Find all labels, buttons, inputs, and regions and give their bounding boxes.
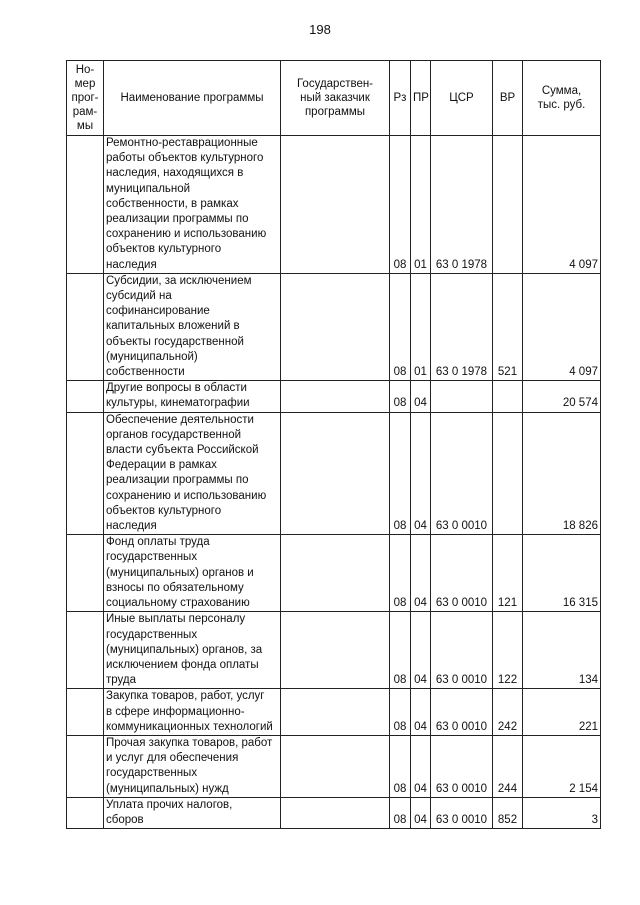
cell-subsection: 04 [411, 535, 431, 612]
cell-program-name: Обеспечение деятельности органов государственной власти субъекта Российской Федерации в рамках реализации программы по сохранению и использованию объектов культурного наследия [104, 412, 281, 535]
table-row [67, 412, 601, 535]
cell-section: 08 [390, 273, 411, 380]
table-row [67, 612, 601, 689]
cell-state-customer [281, 797, 390, 828]
cell-target-article: 63 0 0010 [431, 797, 493, 828]
cell-expense-type [493, 412, 523, 535]
cell-target-article: 63 0 0010 [431, 735, 493, 797]
table-row [67, 381, 601, 412]
cell-expense-type: 244 [493, 735, 523, 797]
cell-expense-type [493, 136, 523, 274]
cell-program-number [67, 136, 104, 274]
header-program-number: Но- мер прог- рам- мы [67, 61, 104, 136]
cell-amount: 4 097 [523, 273, 601, 380]
cell-program-number [67, 735, 104, 797]
cell-amount: 18 826 [523, 412, 601, 535]
cell-state-customer [281, 735, 390, 797]
cell-program-name: Иные выплаты персоналу государственных (муниципальных) органов, за исключением фонда оплаты труда [104, 612, 281, 689]
cell-amount: 134 [523, 612, 601, 689]
cell-expense-type: 521 [493, 273, 523, 380]
cell-state-customer [281, 612, 390, 689]
cell-section: 08 [390, 136, 411, 274]
cell-program-name: Закупка товаров, работ, услуг в сфере информационно- коммуникационных технологий [104, 689, 281, 736]
cell-target-article: 63 0 0010 [431, 689, 493, 736]
cell-subsection: 04 [411, 735, 431, 797]
cell-program-number [67, 412, 104, 535]
cell-state-customer [281, 535, 390, 612]
cell-state-customer [281, 381, 390, 412]
cell-target-article: 63 0 0010 [431, 612, 493, 689]
cell-amount: 2 154 [523, 735, 601, 797]
cell-subsection: 04 [411, 689, 431, 736]
cell-amount: 20 574 [523, 381, 601, 412]
cell-program-number [67, 535, 104, 612]
table-header-row [67, 61, 601, 136]
cell-program-number [67, 612, 104, 689]
cell-program-number [67, 797, 104, 828]
cell-subsection: 04 [411, 412, 431, 535]
cell-subsection: 01 [411, 136, 431, 274]
header-subsection: ПР [411, 61, 431, 136]
header-expense-type: ВР [493, 61, 523, 136]
table-row [67, 735, 601, 797]
cell-program-number [67, 689, 104, 736]
cell-expense-type: 121 [493, 535, 523, 612]
cell-section: 08 [390, 797, 411, 828]
table-row [67, 689, 601, 736]
header-target-article: ЦСР [431, 61, 493, 136]
table-row [67, 273, 601, 380]
cell-expense-type: 122 [493, 612, 523, 689]
cell-amount: 16 315 [523, 535, 601, 612]
cell-amount: 4 097 [523, 136, 601, 274]
table-row [67, 535, 601, 612]
cell-target-article: 63 0 0010 [431, 535, 493, 612]
cell-target-article: 63 0 1978 [431, 273, 493, 380]
header-amount: Сумма, тыс. руб. [523, 61, 601, 136]
cell-program-name: Другие вопросы в области культуры, кинематографии [104, 381, 281, 412]
cell-program-name: Субсидии, за исключением субсидий на софинансирование капитальных вложений в объекты государственной (муниципальной) собственности [104, 273, 281, 380]
cell-state-customer [281, 136, 390, 274]
table-body [67, 136, 601, 829]
cell-section: 08 [390, 612, 411, 689]
cell-program-name: Фонд оплаты труда государственных (муниципальных) органов и взносы по обязательному социальному страхованию [104, 535, 281, 612]
cell-section: 08 [390, 412, 411, 535]
budget-table [66, 60, 601, 829]
cell-expense-type: 852 [493, 797, 523, 828]
cell-subsection: 04 [411, 381, 431, 412]
cell-program-name: Уплата прочих налогов, сборов [104, 797, 281, 828]
cell-state-customer [281, 273, 390, 380]
cell-section: 08 [390, 381, 411, 412]
header-state-customer: Государствен- ный заказчик программы [281, 61, 390, 136]
cell-subsection: 01 [411, 273, 431, 380]
cell-amount: 221 [523, 689, 601, 736]
table-row [67, 136, 601, 274]
cell-program-name: Ремонтно-реставрационные работы объектов культурного наследия, находящихся в муниципальной собственности, в рамках реализации программы по сохранению и использованию объектов культурного наследия [104, 136, 281, 274]
cell-state-customer [281, 689, 390, 736]
cell-target-article: 63 0 0010 [431, 412, 493, 535]
page-number: 198 [309, 22, 331, 37]
header-program-name: Наименование программы [104, 61, 281, 136]
cell-section: 08 [390, 535, 411, 612]
cell-expense-type: 242 [493, 689, 523, 736]
cell-amount: 3 [523, 797, 601, 828]
table-row [67, 797, 601, 828]
cell-expense-type [493, 381, 523, 412]
cell-state-customer [281, 412, 390, 535]
cell-target-article [431, 381, 493, 412]
cell-target-article: 63 0 1978 [431, 136, 493, 274]
cell-section: 08 [390, 689, 411, 736]
cell-program-name: Прочая закупка товаров, работ и услуг для обеспечения государственных (муниципальных) нужд [104, 735, 281, 797]
cell-subsection: 04 [411, 797, 431, 828]
cell-section: 08 [390, 735, 411, 797]
cell-subsection: 04 [411, 612, 431, 689]
cell-program-number [67, 381, 104, 412]
cell-program-number [67, 273, 104, 380]
header-section: Рз [390, 61, 411, 136]
